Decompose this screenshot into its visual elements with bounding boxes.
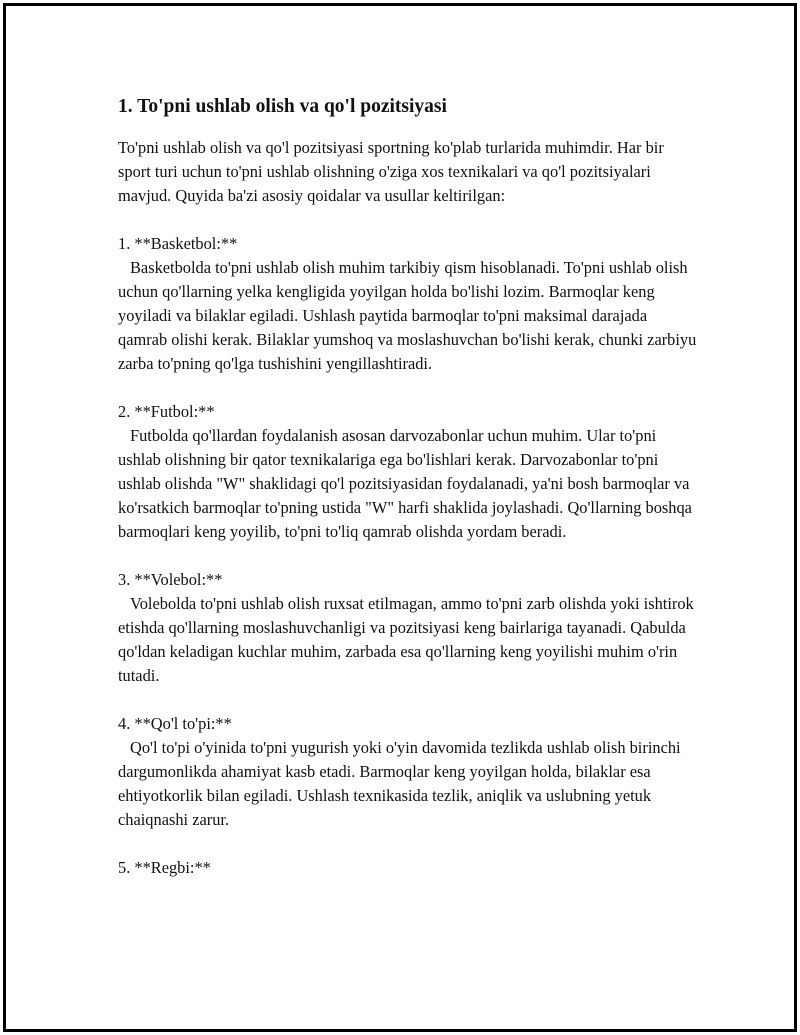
document-title: 1. To'pni ushlab olish va qo'l pozitsiyasi <box>118 96 447 117</box>
section-heading: 4. **Qo'l to'pi:** <box>118 714 232 733</box>
section-heading: 1. **Basketbol:** <box>118 234 238 253</box>
section-basketbol <box>118 232 701 376</box>
document-body <box>118 94 701 904</box>
section-body: Qo'l to'pi o'yinida to'pni yugurish yoki o'yin davomida tezlikda ushlab olish birinchi dargumonlikda ahamiyat kasb etadi. Barmoqlar keng yoyilgan holda, bilaklar esa ehtiyotkorlik bilan egiladi. Ushlash texnikasida tezlik, aniqlik va uslubning yetuk chaiqnashi zarur. <box>118 738 685 829</box>
section-volebol <box>118 568 698 688</box>
section-body: Basketbolda to'pni ushlab olish muhim tarkibiy qism hisoblanadi. To'pni ushlab olish uchun qo'llarning yelka kengligida yoyilgan holda bo'lishi lozim. Barmoqlar keng yoyiladi va bilaklar egiladi. Ushlash paytida barmoqlar to'pni maksimal darajada qamrab olishi kerak. Bilaklar yumshoq va moslashuvchan bo'lishi kerak, chunki zarbiyu zarba to'pning qo'lga tushishini yengillashtiradi. <box>118 258 701 373</box>
section-heading: 5. **Regbi:** <box>118 858 211 877</box>
section-body: Volebolda to'pni ushlab olish ruxsat etilmagan, ammo to'pni zarb olishda yoki ishtirok etishda qo'llarning moslashuvchanligi va pozitsiyasi keng bairlariga tayanadi. Qabulda qo'ldan keladigan kuchlar muhim, zarbada esa qo'llarning keng yoyilishi muhim o'rin tutadi. <box>118 594 698 685</box>
section-futbol <box>118 400 698 544</box>
section-heading: 3. **Volebol:** <box>118 570 223 589</box>
intro-paragraph: To'pni ushlab olish va qo'l pozitsiyasi sportning ko'plab turlarida muhimdir. Har bir sport turi uchun to'pni ushlab olishning o'ziga xos texnikalari va qo'l pozitsiyalari mavjud. Quyida ba'zi asosiy qoidalar va usullar keltirilgan: <box>118 138 668 205</box>
section-body: Futbolda qo'llardan foydalanish asosan darvozabonlar uchun muhim. Ular to'pni ushlab olishning bir qator texnikalariga ega bo'lishlari kerak. Darvozabonlar to'pni ushlab olishda "W" shaklidagi qo'l pozitsiyasidan foydalanadi, ya'ni bosh barmoqlar va ko'rsatkich barmoqlar to'pning ustida "W" harfi shaklida joylashadi. Qo'llarning boshqa barmoqlari keng yoyilib, to'pni to'liq qamrab olishda yordam beradi. <box>118 426 697 541</box>
section-regbi <box>118 856 698 880</box>
section-heading: 2. **Futbol:** <box>118 402 215 421</box>
section-qol-topi <box>118 712 698 832</box>
